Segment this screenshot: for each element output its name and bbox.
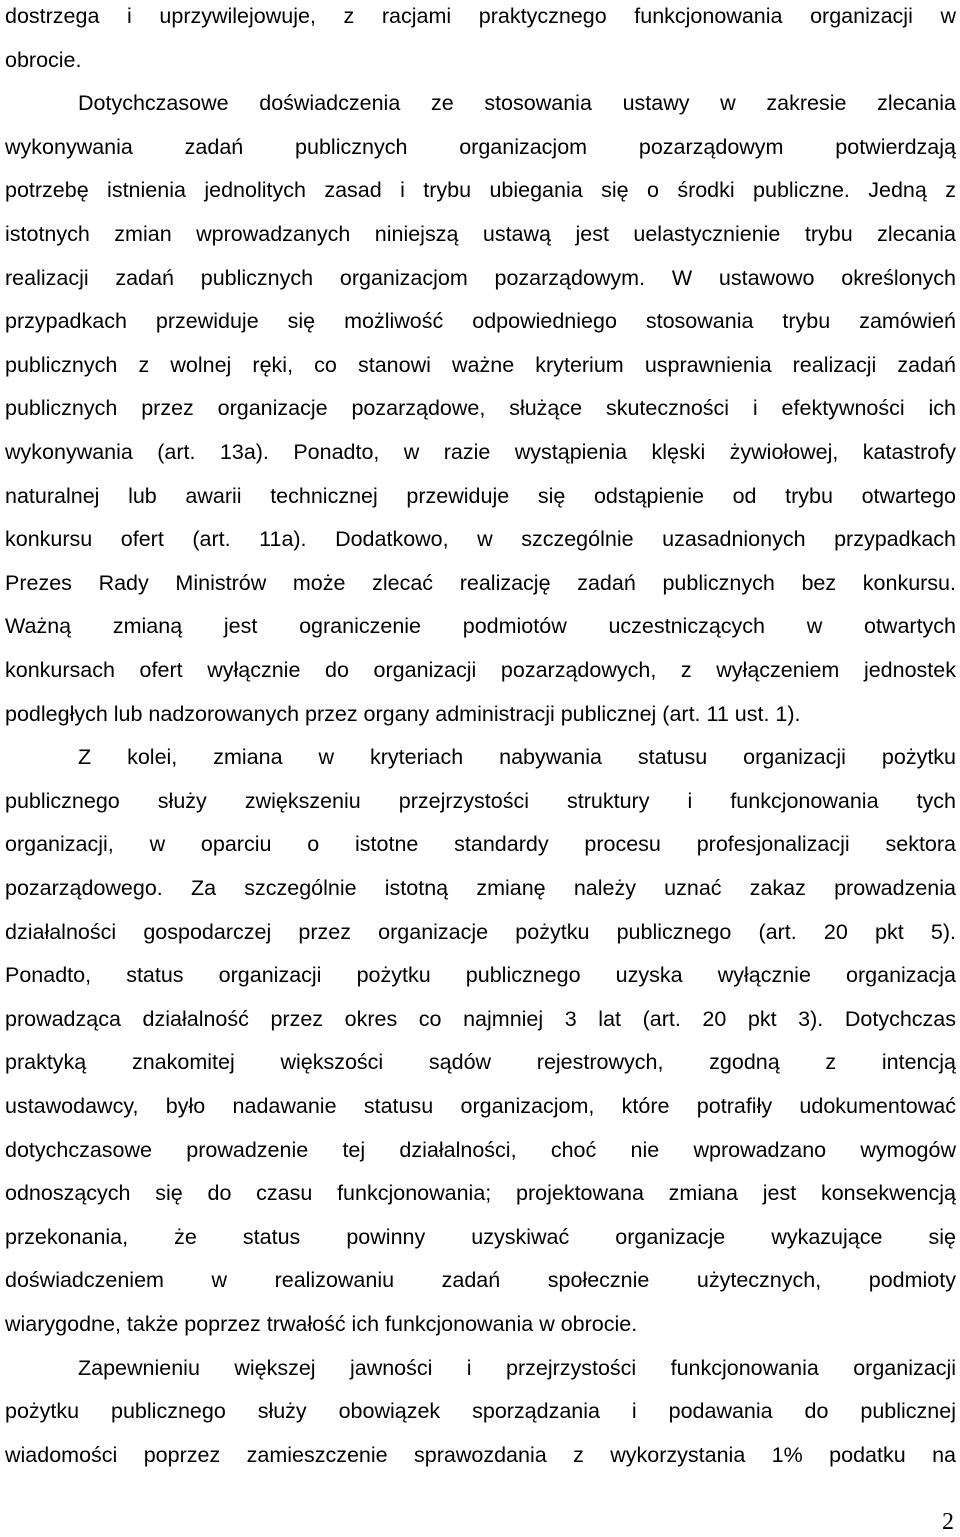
text-line: wykonywania (art. 13a). Ponadto, w razie wystąpienia klęski żywiołowej, katastrofy [5,440,956,464]
text-line: realizacji zadań publicznych organizacjom pozarządowym. W ustawowo określonych [5,265,956,290]
text-line: podległych lub nadzorowanych przez organy administracji publicznej (art. 11 ust. 1). [5,701,801,726]
text-line: przekonania, że status powinny uzyskiwać organizacje wykazujące się [5,1224,956,1249]
text-line: Ważną zmianą jest ograniczenie podmiotów uczestniczących w otwartych [5,614,956,639]
text-line: publicznych przez organizacje pozarządowe, służące skuteczności i efektywności ich [5,396,956,421]
text-line: potrzebę istnienia jednolitych zasad i trybu ubiegania się o środki publiczne. Jedną z [5,178,956,203]
text-line: ustawodawcy, było nadawanie statusu organizacjom, które potrafiły udokumentować [5,1094,956,1118]
text-line: Prezes Rady Ministrów może zlecać realizację zadań publicznych bez konkursu. [5,570,956,595]
text-line: naturalnej lub awarii technicznej przewiduje się odstąpienie od trybu otwartego [5,483,956,508]
text-line: dostrzega i uprzywilejowuje, z racjami praktycznego funkcjonowania organizacji w [5,4,956,28]
text-line: Z kolei, zmiana w kryteriach nabywania statusu organizacji pożytku [78,745,956,770]
text-line: organizacji, w oparciu o istotne standardy procesu profesjonalizacji sektora [5,832,956,857]
text-line: konkursach ofert wyłącznie do organizacji pozarządowych, z wyłączeniem jednostek [5,658,956,682]
text-line: doświadczeniem w realizowaniu zadań społecznie użytecznych, podmioty [5,1268,956,1293]
text-line: konkursu ofert (art. 11a). Dodatkowo, w szczególnie uzasadnionych przypadkach [5,527,956,552]
text-line: prowadząca działalność przez okres co najmniej 3 lat (art. 20 pkt 3). Dotychczas [5,1006,956,1031]
text-line: istotnych zmian wprowadzanych niniejszą ustawą jest uelastycznienie trybu zlecania [5,222,956,246]
text-line: wiarygodne, także poprzez trwałość ich funkcjonowania w obrocie. [5,1312,638,1336]
page-number: 2 [942,1509,954,1535]
text-line: publicznych z wolnej ręki, co stanowi ważne kryterium usprawnienia realizacji zadań [5,352,956,377]
text-line: dotychczasowe prowadzenie tej działalności, choć nie wprowadzano wymogów [5,1137,956,1162]
text-line: pożytku publicznego służy obowiązek sporządzania i podawania do publicznej [5,1399,956,1424]
text-line: wiadomości poprzez zamieszczenie sprawozdania z wykorzystania 1% podatku na [5,1442,956,1467]
text-line: Dotychczasowe doświadczenia ze stosowania ustawy w zakresie zlecania [78,91,956,116]
text-line: Ponadto, status organizacji pożytku publicznego uzyska wyłącznie organizacja [5,963,956,988]
text-line: Zapewnieniu większej jawności i przejrzystości funkcjonowania organizacji [78,1355,956,1380]
text-line: pozarządowego. Za szczególnie istotną zmianę należy uznać zakaz prowadzenia [5,876,956,900]
text-line: praktyką znakomitej większości sądów rejestrowych, zgodną z intencją [5,1050,956,1075]
text-line: obrocie. [5,47,82,72]
text-line: odnoszących się do czasu funkcjonowania; projektowana zmiana jest konsekwencją [5,1181,956,1206]
text-line: działalności gospodarczej przez organizacje pożytku publicznego (art. 20 pkt 5). [5,919,956,944]
text-line: publicznego służy zwiększeniu przejrzystości struktury i funkcjonowania tych [5,788,956,813]
text-line: wykonywania zadań publicznych organizacjom pozarządowym potwierdzają [5,134,956,159]
text-line: przypadkach przewiduje się możliwość odpowiedniego stosowania trybu zamówień [5,309,956,334]
